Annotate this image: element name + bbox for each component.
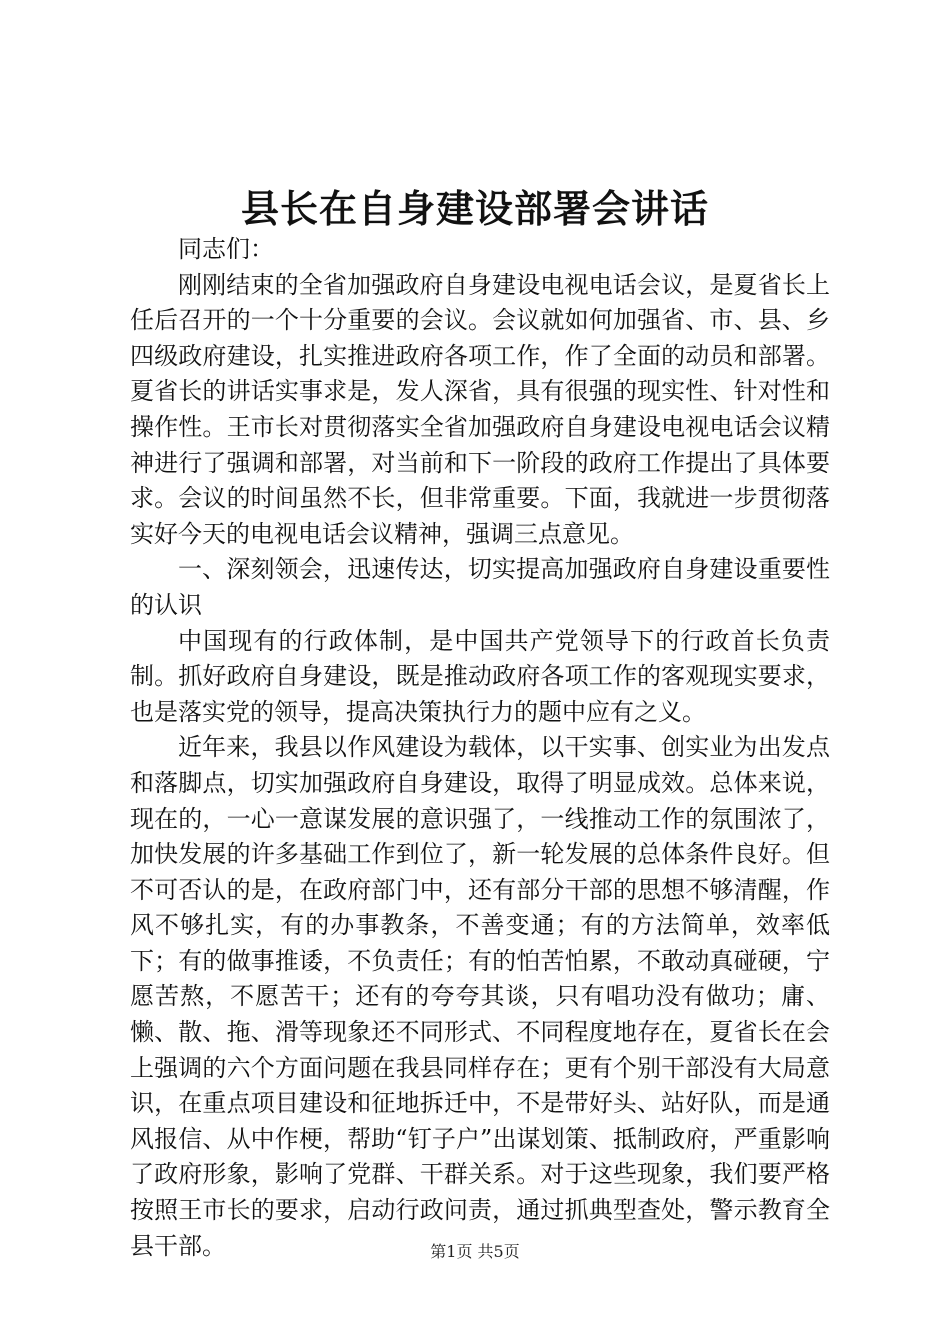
document-title: 县长在自身建设部署会讲话 — [240, 186, 709, 231]
document-body — [130, 232, 830, 1264]
paragraph-recent-years: 近年来，我县以作风建设为载体，以干实事、创实业为出发点和落脚点，切实加强政府自身建设，取得了明显成效。总体来说，现在的，一心一意谋发展的意识强了，一线推动工作的氛围浓了，加快发展的许多基础工作到位了，新一轮发展的总体条件良好。但不可否认的是，在政府部门中，还有部分干部的思想不够清醒，作风不够扎实，有的办事教条，不善变通；有的方法简单，效率低下；有的做事推诿，不负责任；有的怕苦怕累，不敢动真碰硬，宁愿苦熬，不愿苦干；还有的夸夸其谈，只有唱功没有做功；庸、懒、散、拖、滑等现象还不同形式、不同程度地存在，夏省长在会上强调的六个方面问题在我县同样存在；更有个别干部没有大局意识，在重点项目建设和征地拆迁中，不是带好头、站好队，而是通风报信、从中作梗，帮助“钉子户”出谋划策、抵制政府，严重影响了政府形象，影响了党群、干群关系。对于这些现象，我们要严格按照王市长的要求，启动行政问责，通过抓典型查处，警示教育全县干部。 — [130, 733, 830, 1260]
section-heading-1: 一、深刻领会，迅速传达，切实提高加强政府自身建设重要性的认识 — [130, 555, 830, 619]
page-number-footer: 第1页 共5页 — [430, 1242, 520, 1261]
paragraph-administrative-system: 中国现有的行政体制，是中国共产党领导下的行政首长负责制。抓好政府自身建设，既是推动政府各项工作的客观现实要求，也是落实党的领导，提高决策执行力的题中应有之义。 — [130, 626, 830, 726]
paragraph-intro: 刚刚结束的全省加强政府自身建设电视电话会议，是夏省长上任后召开的一个十分重要的会议。会议就如何加强省、市、县、乡四级政府建设，扎实推进政府各项工作，作了全面的动员和部署。夏省长的讲话实事求是，发人深省，具有很强的现实性、针对性和操作性。王市长对贯彻落实全省加强政府自身建设电视电话会议精神进行了强调和部署，对当前和下一阶段的政府工作提出了具体要求。会议的时间虽然不长，但非常重要。下面，我就进一步贯彻落实好今天的电视电话会议精神，强调三点意见。 — [130, 270, 830, 548]
salutation: 同志们： — [178, 235, 274, 263]
